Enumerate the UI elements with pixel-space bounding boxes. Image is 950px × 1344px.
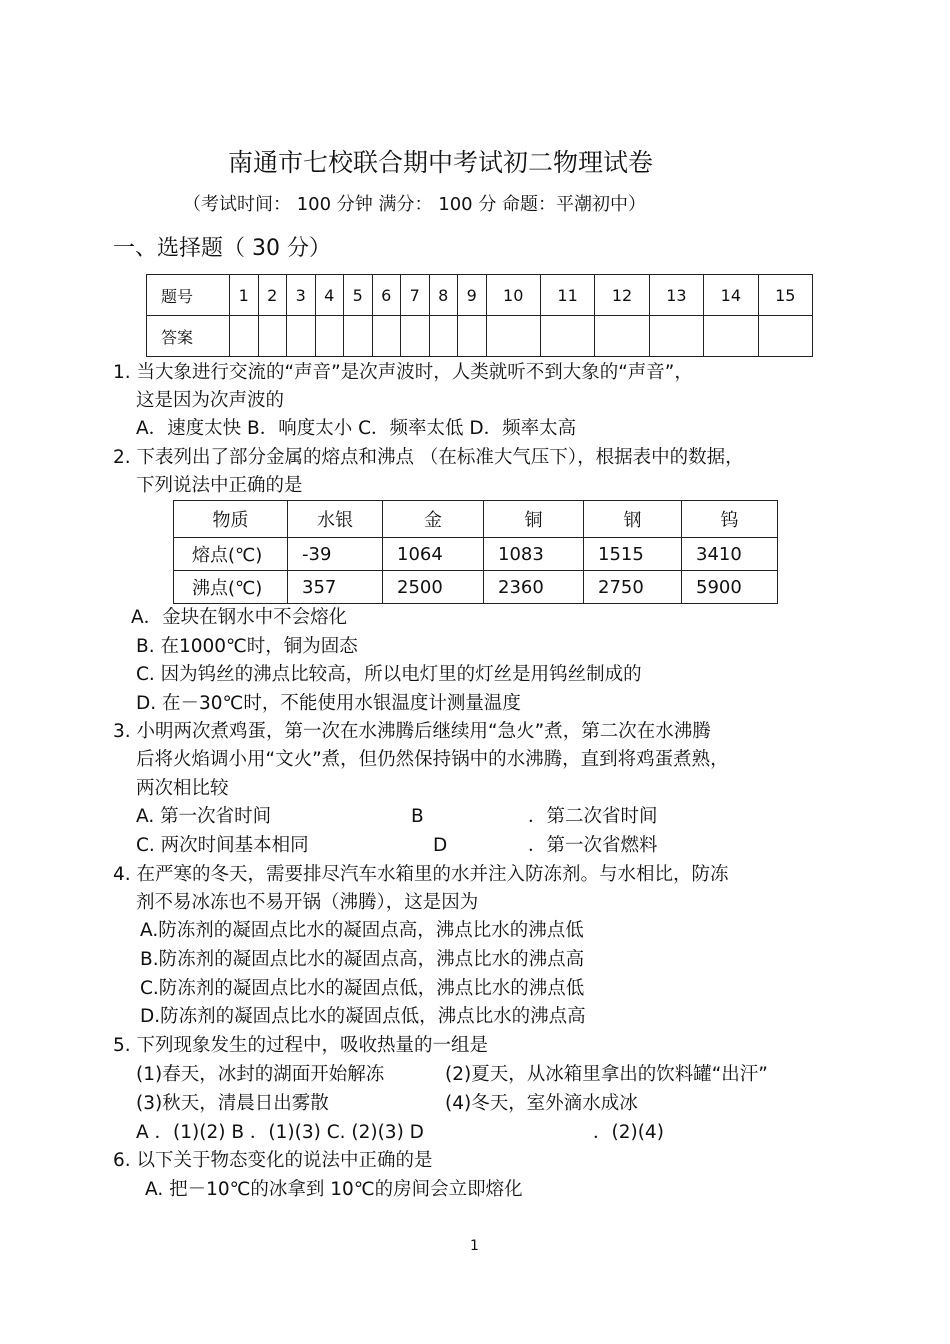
q2-option-a: A．金块在钢水中不会熔化 <box>131 607 348 628</box>
q5-stem: 5. 下列现象发生的过程中，吸收热量的一组是 <box>113 1035 489 1056</box>
metal-table-cell: 5900 <box>682 571 778 604</box>
q6-stem: 6. 以下关于物态变化的说法中正确的是 <box>113 1150 433 1171</box>
answer-table-number: 1 <box>230 275 259 316</box>
answer-table-number: 11 <box>540 275 594 316</box>
metal-table-header: 铜 <box>484 501 584 538</box>
exam-info: （考试时间： 100 分钟 满分： 100 分 命题：平潮初中） <box>183 194 647 215</box>
metal-table-header: 金 <box>383 501 484 538</box>
metal-table-header: 水银 <box>288 501 383 538</box>
metal-table-header: 钨 <box>682 501 778 538</box>
answer-table-number: 10 <box>486 275 540 316</box>
q3-stem-line3: 两次相比较 <box>136 778 229 799</box>
answer-table-answer-row <box>147 316 813 357</box>
answer-cell[interactable] <box>287 316 316 357</box>
metal-table-cell: 沸点(℃) <box>174 571 288 604</box>
q3-stem-line2: 后将火焰调小用“文火”煮，但仍然保持锅中的水沸腾，直到将鸡蛋煮熟， <box>136 749 729 770</box>
answer-cell[interactable] <box>595 316 649 357</box>
metal-table-cell: 2750 <box>584 571 682 604</box>
metal-table-cell: 1083 <box>484 538 584 571</box>
q4-stem-line1: 4. 在严寒的冬天，需要排尽汽车水箱里的水并注入防冻剂。与水相比，防冻 <box>113 864 729 885</box>
metal-table-cell: 熔点(℃) <box>174 538 288 571</box>
q4-option-c: C.防冻剂的凝固点比水的凝固点低，沸点比水的沸点低 <box>140 978 585 999</box>
q3-option-c: C. 两次时间基本相同 <box>136 835 309 856</box>
metal-table-cell: 2500 <box>383 571 484 604</box>
answer-cell[interactable] <box>230 316 259 357</box>
answer-table-number: 9 <box>458 275 487 316</box>
metal-table-cell: 1064 <box>383 538 484 571</box>
q3-option-d: ．第一次省燃料 <box>528 835 658 856</box>
q6-option-a: A. 把－10℃的冰拿到 10℃的房间会立即熔化 <box>145 1179 523 1200</box>
q4-option-d: D.防冻剂的凝固点比水的凝固点低，沸点比水的沸点高 <box>140 1006 586 1027</box>
answer-table-label-answer: 答案 <box>147 316 230 357</box>
page-title: 南通市七校联合期中考试初二物理试卷 <box>228 148 654 177</box>
answer-cell[interactable] <box>429 316 458 357</box>
q4-option-b: B.防冻剂的凝固点比水的凝固点高，沸点比水的沸点高 <box>140 949 585 970</box>
q4-stem-line2: 剂不易冰冻也不易开锅（沸腾），这是因为 <box>136 892 479 913</box>
metal-table-header: 物质 <box>174 501 288 538</box>
answer-cell[interactable] <box>649 316 703 357</box>
answer-cell[interactable] <box>704 316 758 357</box>
q1-stem-line1: 1. 当大象进行交流的“声音”是次声波时，人类就听不到大象的“声音”， <box>113 362 693 383</box>
q2-stem-line2: 下列说法中正确的是 <box>136 475 303 496</box>
section-heading: 一、选择题（ 30 分） <box>113 236 331 261</box>
q5-item-3: (3)秋天，清晨日出雾散 <box>136 1093 329 1114</box>
answer-cell[interactable] <box>458 316 487 357</box>
metal-table-cell: 1515 <box>584 538 682 571</box>
answer-table-number: 5 <box>344 275 373 316</box>
answer-table-number: 8 <box>429 275 458 316</box>
q3-option-a: A. 第一次省时间 <box>136 806 272 827</box>
answer-cell[interactable] <box>401 316 430 357</box>
answer-cell[interactable] <box>372 316 401 357</box>
q2-option-c: C. 因为钨丝的沸点比较高，所以电灯里的灯丝是用钨丝制成的 <box>136 664 642 685</box>
metal-table-header: 钢 <box>584 501 682 538</box>
answer-cell[interactable] <box>758 316 812 357</box>
answer-table-number: 3 <box>287 275 316 316</box>
q5-item-2: (2)夏天，从冰箱里拿出的饮料罐“出汗” <box>445 1064 768 1085</box>
answer-table-number: 4 <box>315 275 344 316</box>
q5-option-d: ．(2)(4) <box>593 1122 664 1143</box>
answer-table-number: 7 <box>401 275 430 316</box>
metal-table <box>173 500 778 604</box>
answer-table-number: 14 <box>704 275 758 316</box>
answer-table-number: 12 <box>595 275 649 316</box>
answer-table-number: 6 <box>372 275 401 316</box>
answer-table <box>146 274 813 357</box>
metal-table-cell: 2360 <box>484 571 584 604</box>
metal-table-cell: -39 <box>288 538 383 571</box>
q2-option-b: B. 在1000℃时，铜为固态 <box>136 636 358 657</box>
answer-cell[interactable] <box>540 316 594 357</box>
q3-stem-line1: 3. 小明两次煮鸡蛋，第一次在水沸腾后继续用“急火”煮，第二次在水沸腾 <box>113 721 711 742</box>
answer-table-number-row <box>147 275 813 316</box>
q2-option-d: D. 在－30℃时，不能使用水银温度计测量温度 <box>136 693 521 714</box>
q5-options: A ．(1)(2) B ．(1)(3) C. (2)(3) D <box>136 1122 424 1143</box>
page-number: 1 <box>470 1238 479 1254</box>
q3-option-d-letter: D <box>433 835 448 856</box>
q4-option-a: A.防冻剂的凝固点比水的凝固点高，沸点比水的沸点低 <box>140 920 584 941</box>
q3-option-b: ．第二次省时间 <box>528 806 658 827</box>
metal-table-header-row <box>174 501 778 538</box>
answer-table-number: 15 <box>758 275 812 316</box>
q1-options: A．速度太快 B．响度太小 C．频率太低 D．频率太高 <box>136 418 577 439</box>
q3-option-b-letter: B <box>411 806 424 827</box>
q5-item-4: (4)冬天，室外滴水成冰 <box>445 1093 638 1114</box>
q5-item-1: (1)春天，冰封的湖面开始解冻 <box>136 1064 385 1085</box>
metal-table-row <box>174 538 778 571</box>
q1-stem-line2: 这是因为次声波的 <box>136 390 285 411</box>
q2-stem-line1: 2. 下表列出了部分金属的熔点和沸点 （在标准大气压下），根据表中的数据， <box>113 447 744 468</box>
answer-table-number: 2 <box>258 275 287 316</box>
answer-table-label-number: 题号 <box>147 275 230 316</box>
metal-table-row <box>174 571 778 604</box>
answer-cell[interactable] <box>315 316 344 357</box>
answer-cell[interactable] <box>258 316 287 357</box>
metal-table-cell: 3410 <box>682 538 778 571</box>
answer-cell[interactable] <box>486 316 540 357</box>
answer-cell[interactable] <box>344 316 373 357</box>
answer-table-number: 13 <box>649 275 703 316</box>
metal-table-cell: 357 <box>288 571 383 604</box>
